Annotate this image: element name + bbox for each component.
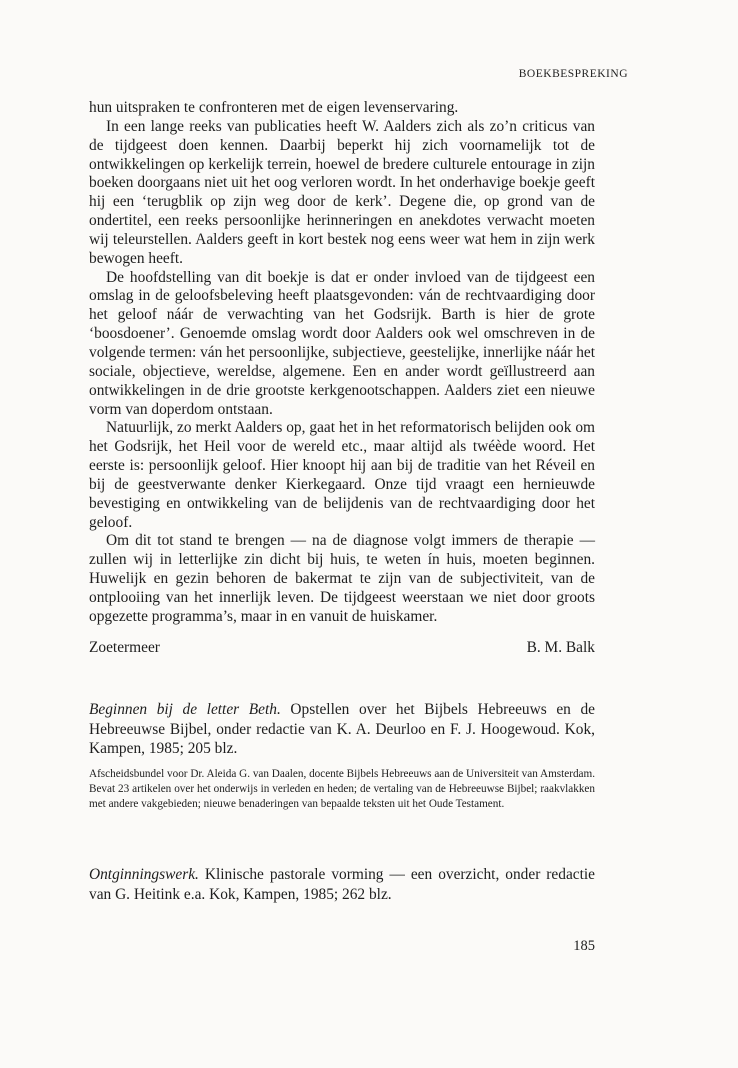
review-body xyxy=(89,99,595,627)
running-head: BOEKBESPREKING xyxy=(518,68,628,80)
book-title: Ontginningswerk. xyxy=(89,866,199,883)
book-details: Opstellen over het Bijbels Hebreeuws en de Hebreeuwse Bijbel, onder redactie van K. A. Deurloo en F. J. Hoogewoud. Kok, Kampen, 1985; 205 blz. xyxy=(89,701,595,757)
page-number: 185 xyxy=(573,938,595,954)
book-entry xyxy=(89,700,595,759)
paragraph: De hoofdstelling van dit boekje is dat er onder invloed van de tijdgeest een omslag in de geloofsbeleving heeft plaatsgevonden: ván de rechtvaardiging door het geloof náár de verwachting van het Godsrijk. Barth is hier de grote ‘boosdoener’. Genoemde omslag wordt door Aalders ook wel omschreven in de volgende termen: ván het persoonlijke, subjectieve, geestelijke, innerlijke náár het sociale, objectieve, wereldse, algemene. Een en ander wordt geïllustreerd aan ontwikkelingen in de drie grootste kerkgenootschappen. Aalders ziet een nieuwe vorm van doperdom ontstaan. xyxy=(89,268,595,418)
book-note: Afscheidsbundel voor Dr. Aleida G. van Daalen, docente Bijbels Hebreeuws aan de Universiteit van Amsterdam. Bevat 23 artikelen over het onderwijs in verleden en heden; de vertaling van de Hebreeuwse Bijbel; raakvlakken met andere vakgebieden; nieuwe benaderingen van bepaalde teksten uit het Oude Testament. xyxy=(89,768,595,811)
book-details: Klinische pastorale vorming — een overzicht, onder redactie van G. Heitink e.a. Kok, Kampen, 1985; 262 blz. xyxy=(89,866,595,903)
signature-line xyxy=(89,639,595,657)
book-title: Beginnen bij de letter Beth. xyxy=(89,701,281,718)
signature-place: Zoetermeer xyxy=(89,639,160,656)
paragraph: Natuurlijk, zo merkt Aalders op, gaat het in het reformatorisch belijden ook om het Godsrijk, het Heil voor de wereld etc., maar altijd als twéède woord. Het eerste is: persoonlijk geloof. Hier knoopt hij aan bij de traditie van het Réveil en bij de geestverwante denker Kierkegaard. Onze tijd vraagt een hernieuwde bevestiging en ontwikkeling van de belijdenis van de rechtvaardiging door het geloof. xyxy=(89,419,595,531)
paragraph: Om dit tot stand te brengen — na de diagnose volgt immers de therapie — zullen wij in letterlijke zin dicht bij huis, te weten ín huis, moeten beginnen. Huwelijk en gezin behoren de bakermat te zijn van de subjectiviteit, van de ontplooiing van het innerlijk leven. De tijdgeest weerstaan we niet door groots opgezette programma’s, maar in en vanuit de huiskamer. xyxy=(89,532,595,625)
paragraph: In een lange reeks van publicaties heeft W. Aalders zich als zo’n criticus van de tijdgeest doen kennen. Daarbij beperkt hij zich voornamelijk tot de ontwikkelingen op kerkelijk terrein, hoewel de bredere culturele entourage in zijn boeken doorgaans niet uit het oog verloren wordt. In het onderhavige boekje geeft hij een ‘terugblik op zijn weg door de kerk’. Degene die, op grond van de ondertitel, een reeks persoonlijke herinneringen en anekdotes verwacht moeten wij teleurstellen. Aalders geeft in kort bestek nog eens weer wat hem in zijn werk bewogen heeft. xyxy=(89,117,595,267)
book-entry xyxy=(89,865,595,904)
paragraph: hun uitspraken te confronteren met de eigen levenservaring. xyxy=(89,99,459,116)
signature-author: B. M. Balk xyxy=(526,639,595,656)
